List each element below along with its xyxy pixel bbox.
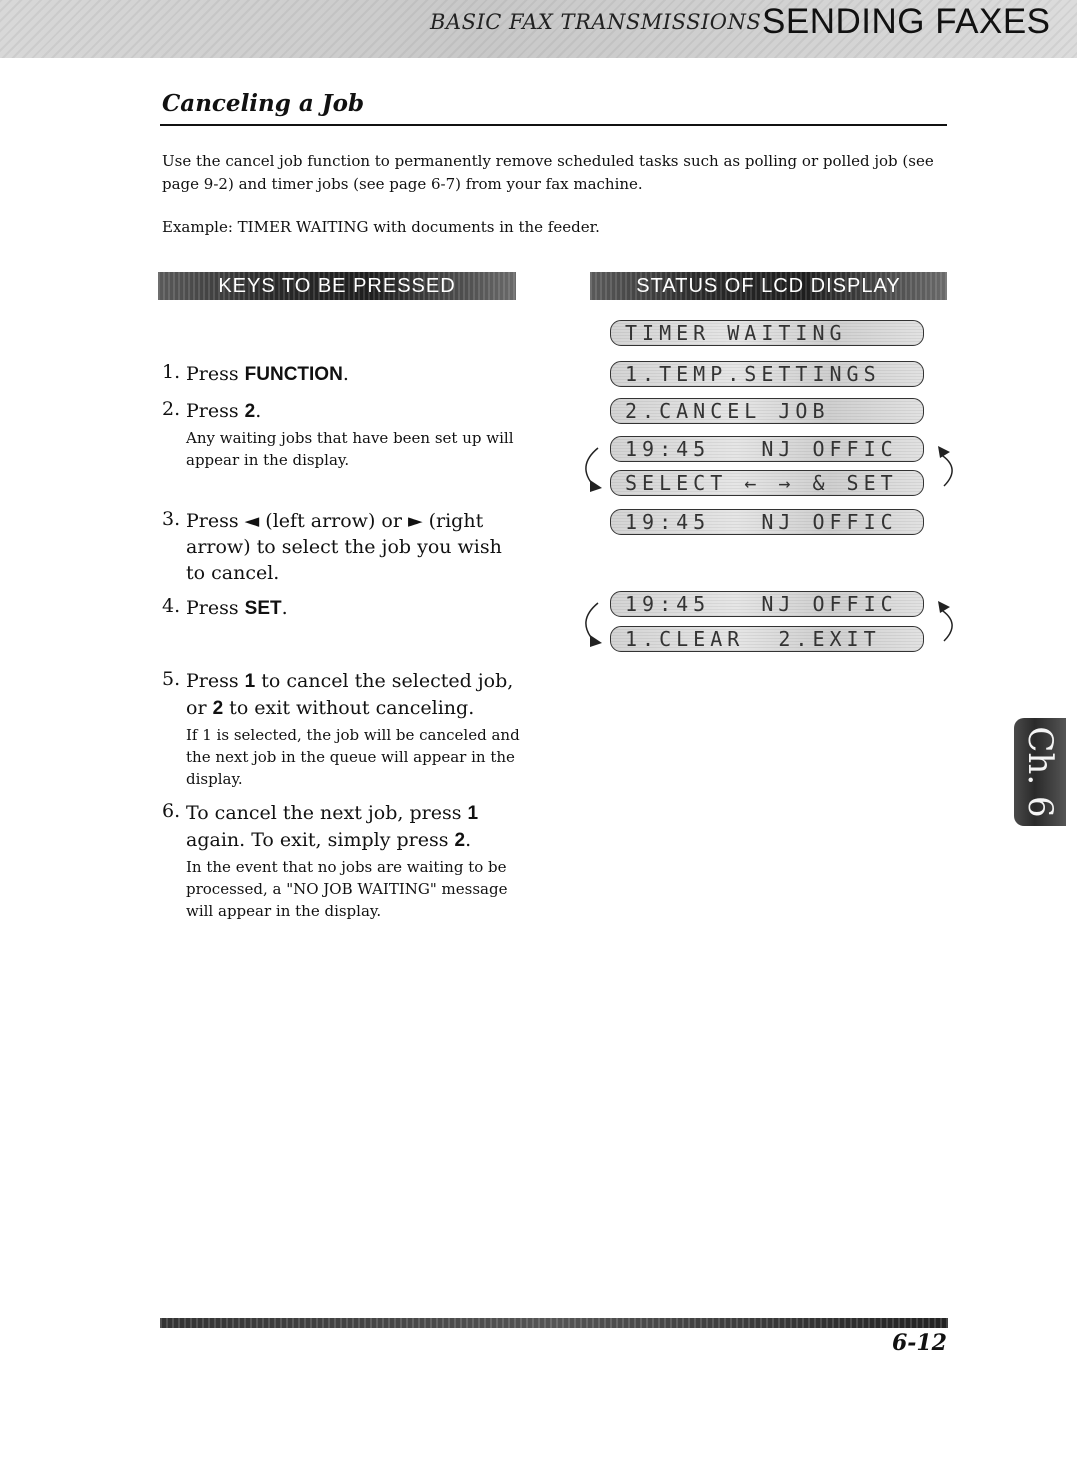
step-1 — [162, 361, 522, 388]
step-number: 5. — [162, 668, 181, 690]
step-instruction: Press ◄ (left arrow) or ► (right arrow) to select the job you wish to cancel. — [186, 510, 502, 584]
step-note: In the event that no jobs are waiting to be processed, a "NO JOB WAITING" message will appear in the display. — [186, 858, 508, 920]
key-name: 2 — [212, 698, 224, 719]
chapter-tab-label: Ch. 6 — [1020, 726, 1060, 818]
step-5 — [162, 668, 522, 790]
lcd-column-banner: STATUS OF LCD DISPLAY — [590, 272, 947, 300]
keys-column-banner: KEYS TO BE PRESSED — [158, 272, 516, 300]
key-name: 2 — [454, 830, 466, 851]
key-name: 1 — [244, 671, 256, 692]
step-4 — [162, 595, 522, 622]
example-paragraph: Example: TIMER WAITING with documents in the feeder. — [162, 218, 600, 236]
lcd-display-line: TIMER WAITING — [610, 320, 924, 346]
header-section-title: BASIC FAX TRANSMISSIONS — [430, 10, 762, 34]
alternating-display-arrows-icon — [576, 591, 966, 653]
chapter-tab — [1014, 718, 1066, 826]
step-note: If 1 is selected, the job will be canceled and the next job in the queue will appear in the display. — [186, 726, 520, 788]
step-note: Any waiting jobs that have been set up will appear in the display. — [186, 429, 514, 469]
lcd-display-line: 19:45 NJ OFFIC — [610, 591, 924, 617]
title-rule — [160, 124, 947, 126]
header-band — [0, 0, 1077, 58]
key-name: 1 — [467, 803, 479, 824]
intro-paragraph: Use the cancel job function to permanently remove scheduled tasks such as polling or polled job (see page 9-2) and timer jobs (see page 6-7) from your fax machine. — [162, 152, 934, 193]
section-title: Canceling a Job — [162, 90, 365, 117]
key-name: SET — [244, 598, 282, 619]
step-2 — [162, 398, 522, 471]
step-3 — [162, 508, 522, 586]
key-name: FUNCTION — [244, 364, 343, 385]
step-instruction: Press 1 to cancel the selected job, or 2 to exit without canceling. — [186, 670, 514, 719]
lcd-display-line: 1.TEMP.SETTINGS — [610, 361, 924, 387]
step-number: 2. — [162, 398, 181, 420]
lcd-display-line: SELECT ← → & SET — [610, 470, 924, 496]
step-instruction: To cancel the next job, press 1 again. To exit, simply press 2. — [186, 802, 479, 851]
lcd-display-line: 1.CLEAR 2.EXIT — [610, 626, 924, 652]
step-number: 6. — [162, 800, 181, 822]
footer-rule — [160, 1318, 948, 1328]
step-instruction: Press 2. — [186, 400, 262, 422]
lcd-display-line: 19:45 NJ OFFIC — [610, 436, 924, 462]
step-number: 1. — [162, 361, 181, 383]
step-instruction: Press SET. — [186, 597, 288, 619]
lcd-display-line: 2.CANCEL JOB — [610, 398, 924, 424]
alternating-display-arrows-icon — [576, 436, 966, 498]
step-number: 3. — [162, 508, 181, 530]
step-number: 4. — [162, 595, 181, 617]
page-number: 6-12 — [891, 1330, 947, 1356]
key-name: 2 — [244, 401, 256, 422]
lcd-display-line: 19:45 NJ OFFIC — [610, 509, 924, 535]
header-chapter-title: SENDING FAXES — [762, 2, 1051, 41]
step-6 — [162, 800, 522, 922]
step-instruction: Press FUNCTION. — [186, 363, 349, 385]
